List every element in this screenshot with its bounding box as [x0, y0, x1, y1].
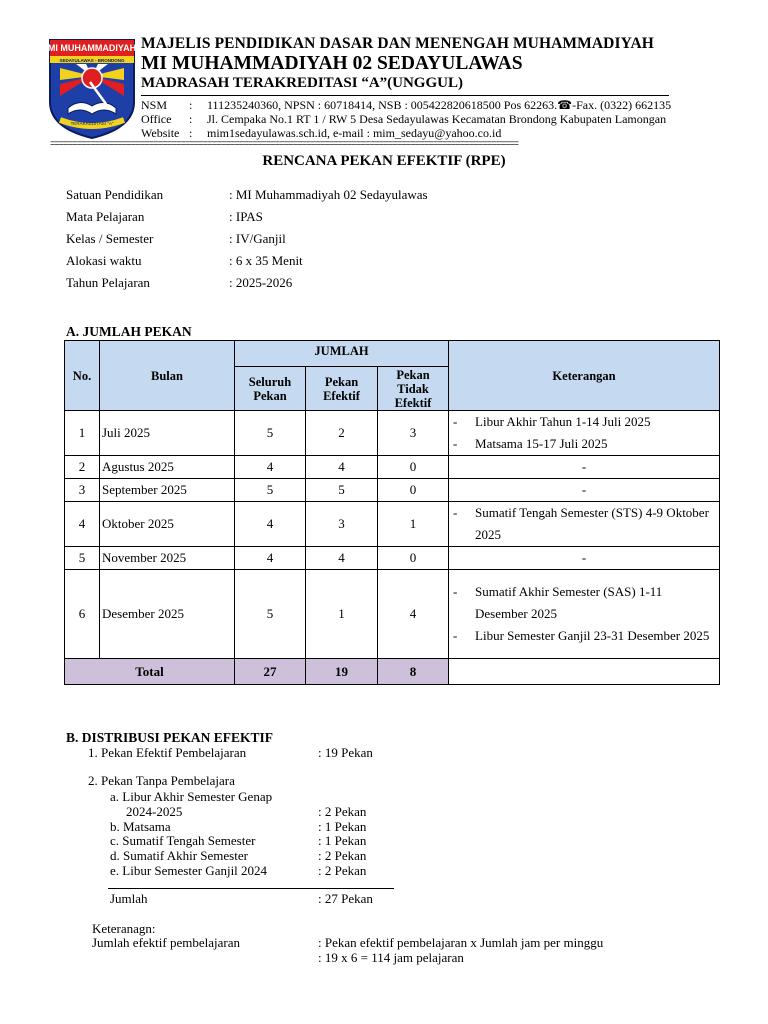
- info-value: 111235240360, NPSN : 60718414, NSB : 005422820618500 Pos 62263.☎-Fax. (0322) 662135: [207, 98, 672, 112]
- info-value: mim1sedayulawas.sch.id, e-mail : mim_sedayu@yahoo.co.id: [207, 126, 502, 140]
- info-sep: :: [189, 98, 193, 112]
- cell-tidak: 1: [378, 502, 449, 547]
- meta-row: [66, 187, 428, 203]
- cell-bulan: Desember 2025: [100, 570, 235, 659]
- cell-efektif: 4: [306, 456, 378, 479]
- col-header-no: No.: [65, 341, 100, 411]
- meta-row: [66, 253, 303, 269]
- cell-bulan: September 2025: [100, 479, 235, 502]
- logo-text-top: MI MUHAMMADIYAH: [47, 43, 137, 53]
- table-row: [65, 570, 720, 659]
- meta-value: : IV/Ganjil: [229, 231, 286, 246]
- cell-tidak: 0: [378, 547, 449, 570]
- info-value: Jl. Cempaka No.1 RT 1 / RW 5 Desa Sedayulawas Kecamatan Brondong Kabupaten Lamongan: [207, 112, 667, 126]
- cell-no: 3: [65, 479, 100, 502]
- document-title: RENCANA PEKAN EFEKTIF (RPE): [262, 153, 506, 169]
- table-row: [65, 547, 720, 570]
- table-header-row: [65, 341, 720, 367]
- cell-keterangan: -: [449, 479, 720, 502]
- section-a-heading: A. JUMLAH PEKAN: [66, 324, 192, 339]
- meta-label: Kelas / Semester: [66, 231, 154, 246]
- info-label: NSM: [141, 98, 168, 112]
- total-keterangan: [449, 659, 720, 685]
- keterangan-item: - Matsama 15-17 Juli 2025: [453, 433, 717, 455]
- cell-bulan: Juli 2025: [100, 411, 235, 456]
- meta-label: Satuan Pendidikan: [66, 187, 164, 202]
- item-efektif-label: 1. Pekan Efektif Pembelajaran: [88, 745, 247, 760]
- header-separator: ========================================================================================================: [50, 140, 519, 149]
- meta-row: [66, 209, 263, 225]
- keterangan-item: - Libur Semester Ganjil 23-31 Desember 2025: [453, 625, 717, 647]
- col-header-seluruh: Seluruh Pekan: [235, 367, 306, 411]
- item-efektif-value: : 19 Pekan: [318, 745, 373, 760]
- header-organization: MAJELIS PENDIDIKAN DASAR DAN MENENGAH MUHAMMADIYAH: [141, 35, 654, 52]
- info-sep: :: [189, 126, 193, 140]
- sum-divider: [108, 888, 394, 889]
- cell-keterangan: -: [449, 456, 720, 479]
- meta-row: [66, 275, 293, 291]
- keterangan-formula: : Pekan efektif pembelajaran x Jumlah jam per minggu: [318, 935, 604, 950]
- sub-item-label: a. Libur Akhir Semester Genap: [110, 789, 273, 804]
- cell-tidak: 0: [378, 456, 449, 479]
- cell-efektif: 4: [306, 547, 378, 570]
- keterangan-heading: Keteranagn:: [92, 921, 156, 936]
- info-sep: :: [189, 112, 193, 126]
- cell-bulan: Agustus 2025: [100, 456, 235, 479]
- cell-bulan: November 2025: [100, 547, 235, 570]
- table-row: [65, 502, 720, 547]
- col-header-jumlah: JUMLAH: [235, 341, 449, 367]
- cell-tidak: 0: [378, 479, 449, 502]
- meta-label: Mata Pelajaran: [66, 209, 145, 224]
- cell-efektif: 3: [306, 502, 378, 547]
- meta-row: [66, 231, 286, 247]
- cell-seluruh: 4: [235, 547, 306, 570]
- col-header-bulan: Bulan: [100, 341, 235, 411]
- meta-value: : MI Muhammadiyah 02 Sedayulawas: [229, 187, 428, 202]
- col-header-keterangan: Keterangan: [449, 341, 720, 411]
- table-row: [65, 411, 720, 456]
- cell-no: 2: [65, 456, 100, 479]
- cell-no: 5: [65, 547, 100, 570]
- total-seluruh: 27: [235, 659, 306, 685]
- meta-value: : 6 x 35 Menit: [229, 253, 303, 268]
- cell-tidak: 4: [378, 570, 449, 659]
- cell-no: 4: [65, 502, 100, 547]
- keterangan-result: : 19 x 6 = 114 jam pelajaran: [318, 950, 464, 965]
- keterangan-item: - Sumatif Akhir Semester (SAS) 1-11 Desember 2025: [453, 581, 717, 625]
- cell-keterangan: [449, 411, 720, 456]
- effective-weeks-table: [64, 340, 720, 685]
- logo-text-bottom: TERAKREDITASI "A": [70, 121, 114, 126]
- meta-value: : IPAS: [229, 209, 263, 224]
- jumlah-value: : 27 Pekan: [318, 891, 373, 906]
- cell-keterangan: [449, 570, 720, 659]
- keterangan-label: Jumlah efektif pembelajaran: [92, 935, 240, 950]
- sub-item-value: : 2 Pekan: [318, 804, 367, 819]
- cell-tidak: 3: [378, 411, 449, 456]
- sub-item-value: : 2 Pekan: [318, 863, 367, 878]
- sub-item-label-cont: 2024-2025: [126, 804, 183, 819]
- cell-seluruh: 5: [235, 411, 306, 456]
- cell-efektif: 1: [306, 570, 378, 659]
- sub-item-label: d. Sumatif Akhir Semester: [110, 848, 248, 863]
- cell-no: 6: [65, 570, 100, 659]
- total-tidak: 8: [378, 659, 449, 685]
- total-label: Total: [65, 659, 235, 685]
- cell-no: 1: [65, 411, 100, 456]
- sub-item-label: b. Matsama: [110, 819, 171, 834]
- logo-text-mid: SEDAYULAWAS - BRONDONG: [59, 58, 125, 63]
- info-label: Website: [141, 126, 180, 140]
- col-header-efektif: Pekan Efektif: [306, 367, 378, 411]
- sub-item-label: e. Libur Semester Ganjil 2024: [110, 863, 268, 878]
- cell-seluruh: 4: [235, 456, 306, 479]
- keterangan-item: - Sumatif Tengah Semester (STS) 4-9 Oktober 2025: [453, 502, 717, 546]
- cell-seluruh: 4: [235, 502, 306, 547]
- school-logo: [46, 36, 138, 140]
- header-divider: [141, 95, 669, 96]
- table-row: [65, 479, 720, 502]
- table-row: [65, 456, 720, 479]
- header-accreditation: MADRASAH TERAKREDITASI “A”(UNGGUL): [141, 75, 463, 91]
- meta-value: : 2025-2026: [229, 275, 293, 290]
- info-label: Office: [141, 112, 172, 126]
- sub-item-value: : 2 Pekan: [318, 848, 367, 863]
- total-efektif: 19: [306, 659, 378, 685]
- cell-seluruh: 5: [235, 570, 306, 659]
- cell-efektif: 5: [306, 479, 378, 502]
- header-school-name: MI MUHAMMADIYAH 02 SEDAYULAWAS: [141, 53, 523, 74]
- sub-item-value: : 1 Pekan: [318, 833, 367, 848]
- keterangan-item: - Libur Akhir Tahun 1-14 Juli 2025: [453, 411, 717, 433]
- cell-seluruh: 5: [235, 479, 306, 502]
- cell-efektif: 2: [306, 411, 378, 456]
- section-b-heading: B. DISTRIBUSI PEKAN EFEKTIF: [66, 730, 274, 745]
- cell-keterangan: [449, 502, 720, 547]
- cell-bulan: Oktober 2025: [100, 502, 235, 547]
- meta-label: Tahun Pelajaran: [66, 275, 150, 290]
- item-tanpa-label: 2. Pekan Tanpa Pembelajara: [88, 773, 235, 788]
- sub-item-label: c. Sumatif Tengah Semester: [110, 833, 256, 848]
- meta-label: Alokasi waktu: [66, 253, 142, 268]
- table-total-row: [65, 659, 720, 685]
- cell-keterangan: -: [449, 547, 720, 570]
- col-header-tidak-efektif: Pekan Tidak Efektif: [378, 367, 449, 411]
- jumlah-label: Jumlah: [110, 891, 148, 906]
- sub-item-value: : 1 Pekan: [318, 819, 367, 834]
